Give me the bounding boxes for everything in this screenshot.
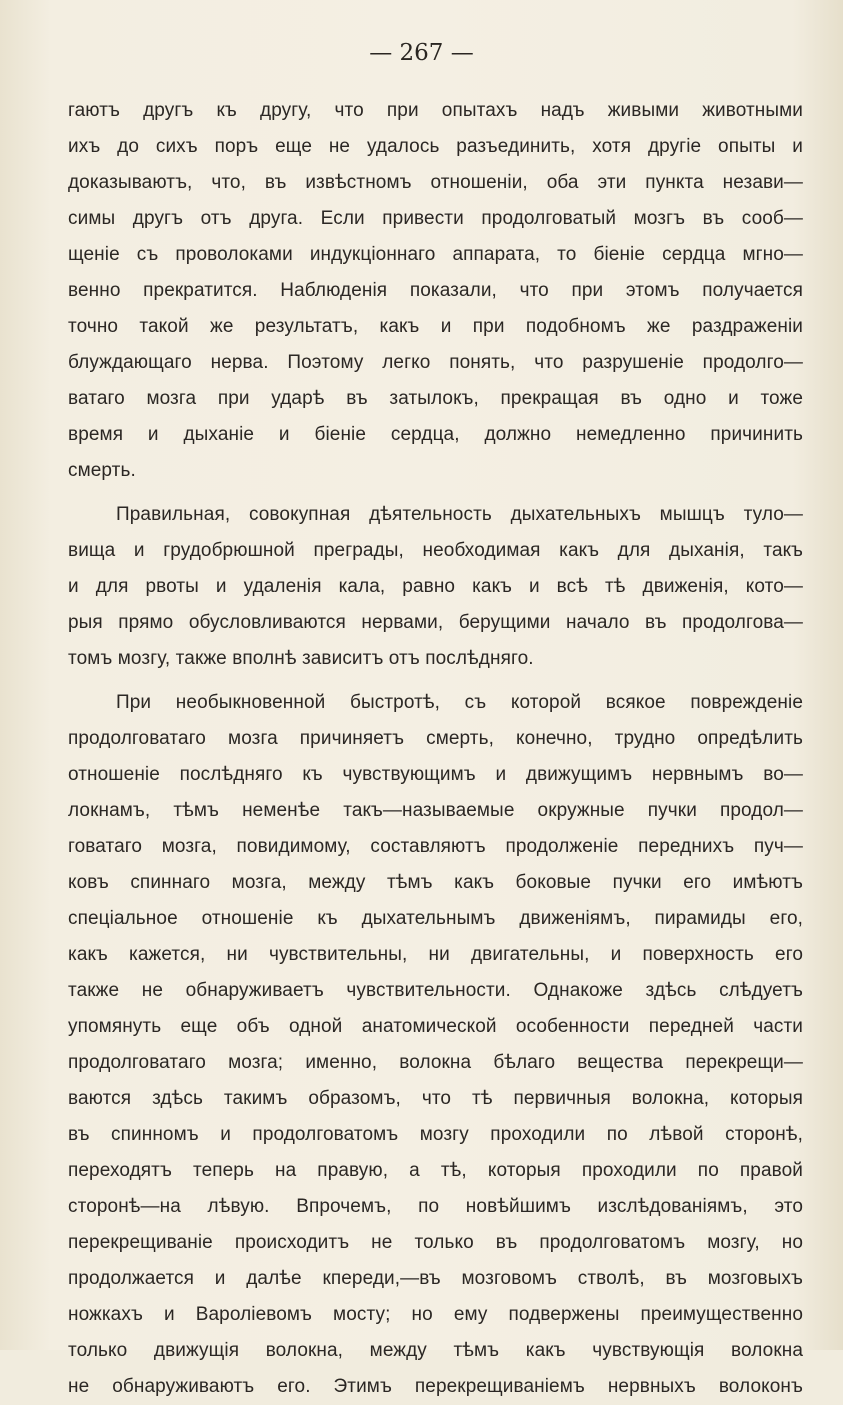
body-text — [68, 93, 803, 1405]
text-line: не обнаруживаютъ его. Этимъ перекрещиваніемъ нервныхъ волоконъ — [68, 1376, 803, 1397]
text-line: щеніе съ проволоками индукціоннаго аппарата, то біеніе сердца мгно— — [68, 244, 803, 265]
text-line: время и дыханіе и біеніе сердца, должно немедленно причинить — [68, 424, 803, 445]
text-line: также не обнаруживаетъ чувствительности. Однакоже здѣсь слѣдуетъ — [68, 980, 803, 1001]
text-line: продолговатаго мозга причиняетъ смерть, конечно, трудно опредѣлить — [68, 728, 803, 749]
text-line: и для рвоты и удаленія кала, равно какъ и всѣ тѣ движенія, кото— — [68, 576, 803, 597]
text-line: Правильная, совокупная дѣятельность дыхательныхъ мышцъ туло— — [116, 504, 803, 525]
text-line: ножкахъ и Вароліевомъ мосту; но ему подвержены преимущественно — [68, 1304, 803, 1325]
text-line: упомянуть еще объ одной анатомической особенности передней части — [68, 1016, 803, 1037]
paragraph — [68, 93, 803, 489]
text-line: ихъ до сихъ поръ еще не удалось разъединить, хотя другіе опыты и — [68, 136, 803, 157]
text-line: локнамъ, тѣмъ неменѣе такъ—называемые окружные пучки продол— — [68, 800, 803, 821]
text-line: ваются здѣсь такимъ образомъ, что тѣ первичныя волокна, которыя — [68, 1088, 803, 1109]
text-line: томъ мозгу, также вполнѣ зависитъ отъ послѣдняго. — [68, 648, 534, 669]
text-line: рыя прямо обусловливаются нервами, берущими начало въ продолгова— — [68, 612, 803, 633]
text-line: отношеніе послѣдняго къ чувствующимъ и движущимъ нервнымъ во— — [68, 764, 803, 785]
text-line: перекрещиваніе происходитъ не только въ продолговатомъ мозгу, но — [68, 1232, 803, 1253]
text-line: спеціальное отношеніе къ дыхательнымъ движеніямъ, пирамиды его, — [68, 908, 803, 929]
text-line: продолжается и далѣе кпереди,—въ мозговомъ стволѣ, въ мозговыхъ — [68, 1268, 803, 1289]
text-line: доказываютъ, что, въ извѣстномъ отношеніи, оба эти пункта незави— — [68, 172, 803, 193]
text-line: симы другъ отъ друга. Если привести продолговатый мозгъ въ сооб— — [68, 208, 803, 229]
text-line: ковъ спиннаго мозга, между тѣмъ какъ боковые пучки его имѣютъ — [68, 872, 803, 893]
text-line: гаютъ другъ къ другу, что при опытахъ надъ живыми животными — [68, 100, 803, 121]
text-line: сторонѣ—на лѣвую. Впрочемъ, по новѣйшимъ изслѣдованіямъ, это — [68, 1196, 803, 1217]
text-line: При необыкновенной быстротѣ, съ которой всякое поврежденіе — [116, 692, 803, 713]
text-line: какъ кажется, ни чувствительны, ни двигательны, и поверхность его — [68, 944, 803, 965]
text-line: венно прекратится. Наблюденія показали, что при этомъ получается — [68, 280, 803, 301]
text-line: переходятъ теперь на правую, а тѣ, которыя проходили по правой — [68, 1160, 803, 1181]
text-line: блуждающаго нерва. Поэтому легко понять, что разрушеніе продолго— — [68, 352, 803, 373]
text-line: говатаго мозга, повидимому, составляютъ продолженіе переднихъ пуч— — [68, 836, 803, 857]
text-line: смерть. — [68, 460, 136, 481]
paragraph — [68, 685, 803, 1405]
text-line: продолговатаго мозга; именно, волокна бѣлаго вещества перекрещи— — [68, 1052, 803, 1073]
text-line: въ спинномъ и продолговатомъ мозгу проходили по лѣвой сторонѣ, — [68, 1124, 803, 1145]
text-line: точно такой же результатъ, какъ и при подобномъ же раздраженіи — [68, 316, 803, 337]
text-line: вища и грудобрюшной преграды, необходимая какъ для дыханія, такъ — [68, 540, 803, 561]
paragraph — [68, 497, 803, 677]
page-number: — 267 — — [369, 40, 474, 66]
text-line: ватаго мозга при ударѣ въ затылокъ, прекращая въ одно и тоже — [68, 388, 803, 409]
text-line: только движущія волокна, между тѣмъ какъ чувствующія волокна — [68, 1340, 803, 1361]
